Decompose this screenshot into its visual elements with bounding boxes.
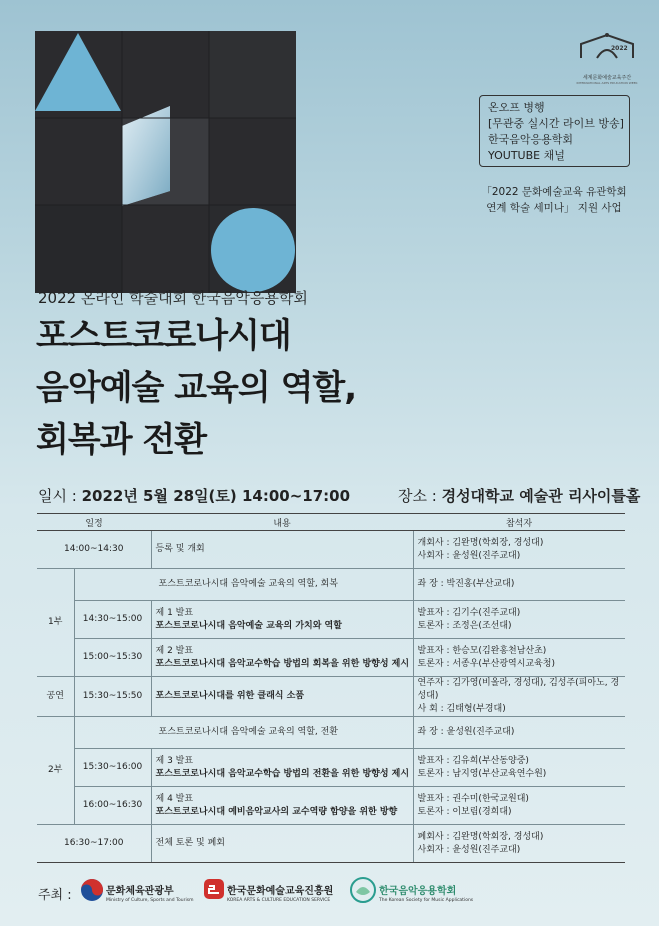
online-line: 한국음악응용학회 [488, 133, 574, 146]
main-title-line: 음악예술 교육의 역할, [36, 368, 357, 408]
talk-number: 제 3 발표 [155, 755, 194, 766]
content-cell: 등록 및 개회 [151, 531, 413, 569]
schedule-table [37, 513, 625, 863]
table-header-row [37, 514, 625, 531]
content-cell [151, 749, 413, 787]
cover-art [35, 31, 296, 293]
session-label: 2부 [37, 717, 74, 825]
talk-title: 포스트코로나시대 예비음악교사의 교수역량 함양을 위한 방향 [155, 806, 398, 817]
sponsor-mcst [80, 874, 192, 910]
content-cell [151, 601, 413, 639]
content-cell: 포스트코로나시대 음악예술 교육의 역할, 전환 [74, 717, 413, 749]
date-value: 2022년 5월 28일(토) 14:00~17:00 [81, 487, 351, 505]
sponsor-english: KOREA ARTS & CULTURE EDUCATION SERVICE [227, 898, 331, 903]
attendee-line: 토론자 : 이보림(경희대) [417, 806, 512, 817]
content-cell [151, 787, 413, 825]
attendee-line: 사회자 : 윤성원(진주교대) [417, 844, 521, 855]
header-content: 내용 [151, 514, 413, 531]
sponsor-name: 한국문화예술교육진흥원 [227, 886, 334, 897]
attendee-line: 발표자 : 한승모(김완홍천남산초) [417, 645, 547, 656]
venue-value: 경성대학교 예술관 리사이틀홀 [441, 487, 641, 505]
festival-year: 2022 [611, 45, 628, 52]
attendee-line: 토론자 : 서종우(부산광역시교육청) [417, 658, 556, 669]
session-label: 1부 [37, 569, 74, 677]
table-row [37, 601, 625, 639]
event-date [38, 485, 350, 506]
table-row [37, 531, 625, 569]
attendee-line: 토론자 : 조정은(조선대) [417, 620, 512, 631]
content-cell: 포스트코로나시대를 위한 클래식 소품 [151, 677, 413, 717]
attendee-cell: 좌 장 : 윤성원(진주교대) [413, 717, 625, 749]
time-cell: 14:30~15:00 [74, 601, 151, 639]
online-line: 온오프 병행 [488, 101, 545, 114]
attendee-line: 개회사 : 김완명(학회장, 경성대) [417, 537, 544, 548]
festival-name: 세계문화예술교육주간 [582, 75, 632, 81]
talk-number: 제 4 발표 [155, 793, 194, 804]
sponsor-name: 문화체육관광부 [106, 886, 174, 897]
online-info-box [479, 95, 630, 167]
attendee-cell [413, 677, 625, 717]
table-row [37, 639, 625, 677]
attendee-line: 발표자 : 김유희(부산동양중) [417, 755, 529, 766]
time-cell: 15:00~15:30 [74, 639, 151, 677]
content-cell: 포스트코로나시대 음악예술 교육의 역할, 회복 [74, 569, 413, 601]
attendee-cell [413, 531, 625, 569]
table-row [37, 717, 625, 749]
sponsor-english: The Korean Society for Music Applications [379, 898, 474, 903]
online-line: [무관중 실시간 라이브 방송] [488, 117, 624, 130]
society-logo-icon [349, 876, 377, 904]
table-row [37, 749, 625, 787]
festival-logo [571, 30, 643, 92]
attendee-cell [413, 749, 625, 787]
time-cell: 16:30~17:00 [37, 825, 151, 863]
host-label: 주최 : [38, 888, 72, 903]
header-attendees: 참석자 [413, 514, 625, 531]
table-row [37, 787, 625, 825]
date-label: 일시 : [38, 487, 82, 505]
online-line: YOUTUBE 채널 [488, 149, 565, 162]
attendee-line: 토론자 : 남지영(부산교육연수원) [417, 768, 547, 779]
header-schedule: 일정 [37, 514, 151, 531]
attendee-cell [413, 825, 625, 863]
taegeuk-icon [80, 878, 104, 902]
festival-logo-icon [577, 32, 637, 60]
support-text [469, 184, 639, 216]
event-venue [398, 485, 640, 506]
main-title-line: 회복과 전환 [36, 420, 207, 460]
table-row [37, 569, 625, 601]
sponsor-society [349, 874, 474, 910]
main-title-line: 포스트코로나시대 [36, 316, 291, 356]
attendee-cell [413, 601, 625, 639]
attendee-line: 폐회사 : 김완명(학회장, 경성대) [417, 831, 544, 842]
attendee-line: 사회자 : 윤성원(진주교대) [417, 550, 521, 561]
sponsor-english: Ministry of Culture, Sports and Tourism [106, 898, 194, 903]
attendee-line: 발표자 : 권수미(한국교원대) [417, 793, 529, 804]
attendee-line: 연주자 : 김가영(비올라, 경성대), 김성주(피아노, 경성대) [417, 678, 620, 701]
event-subtitle: 2022 온라인 학술대회 한국음악응용학회 [38, 289, 308, 307]
attendee-cell [413, 787, 625, 825]
time-cell: 16:00~16:30 [74, 787, 151, 825]
festival-english: INTERNATIONAL ARTS EDUCATION WEEK [576, 81, 638, 85]
support-line: 연계 학술 세미나」 지원 사업 [486, 202, 622, 214]
arte-logo-icon [203, 878, 225, 900]
talk-number: 제 2 발표 [155, 645, 194, 656]
content-cell: 전체 토론 및 폐회 [151, 825, 413, 863]
talk-title: 포스트코로나시대 음악교수학습 방법의 회복을 위한 방향성 제시 [155, 658, 410, 669]
attendee-line: 사 회 : 김태형(부경대) [417, 704, 506, 714]
attendee-cell: 좌 장 : 박진홍(부산교대) [413, 569, 625, 601]
attendee-line: 발표자 : 김기수(진주교대) [417, 607, 521, 618]
table-row [37, 825, 625, 863]
sponsor-name: 한국음악응용학회 [379, 886, 457, 897]
time-cell: 15:30~16:00 [74, 749, 151, 787]
support-line: 「2022 문화예술교육 유관학회 [481, 186, 627, 198]
table-row [37, 677, 625, 717]
time-cell: 15:30~15:50 [74, 677, 151, 717]
content-cell [151, 639, 413, 677]
talk-number: 제 1 발표 [155, 607, 194, 618]
talk-title: 포스트코로나시대 음악교수학습 방법의 전환을 위한 방향성 제시 [155, 768, 410, 779]
time-cell: 14:00~14:30 [37, 531, 151, 569]
talk-title: 포스트코로나시대 음악예술 교육의 가치와 역할 [155, 620, 342, 631]
sponsor-arte [203, 874, 337, 910]
attendee-cell [413, 639, 625, 677]
venue-label: 장소 : [398, 487, 442, 505]
session-label: 공연 [37, 677, 74, 717]
